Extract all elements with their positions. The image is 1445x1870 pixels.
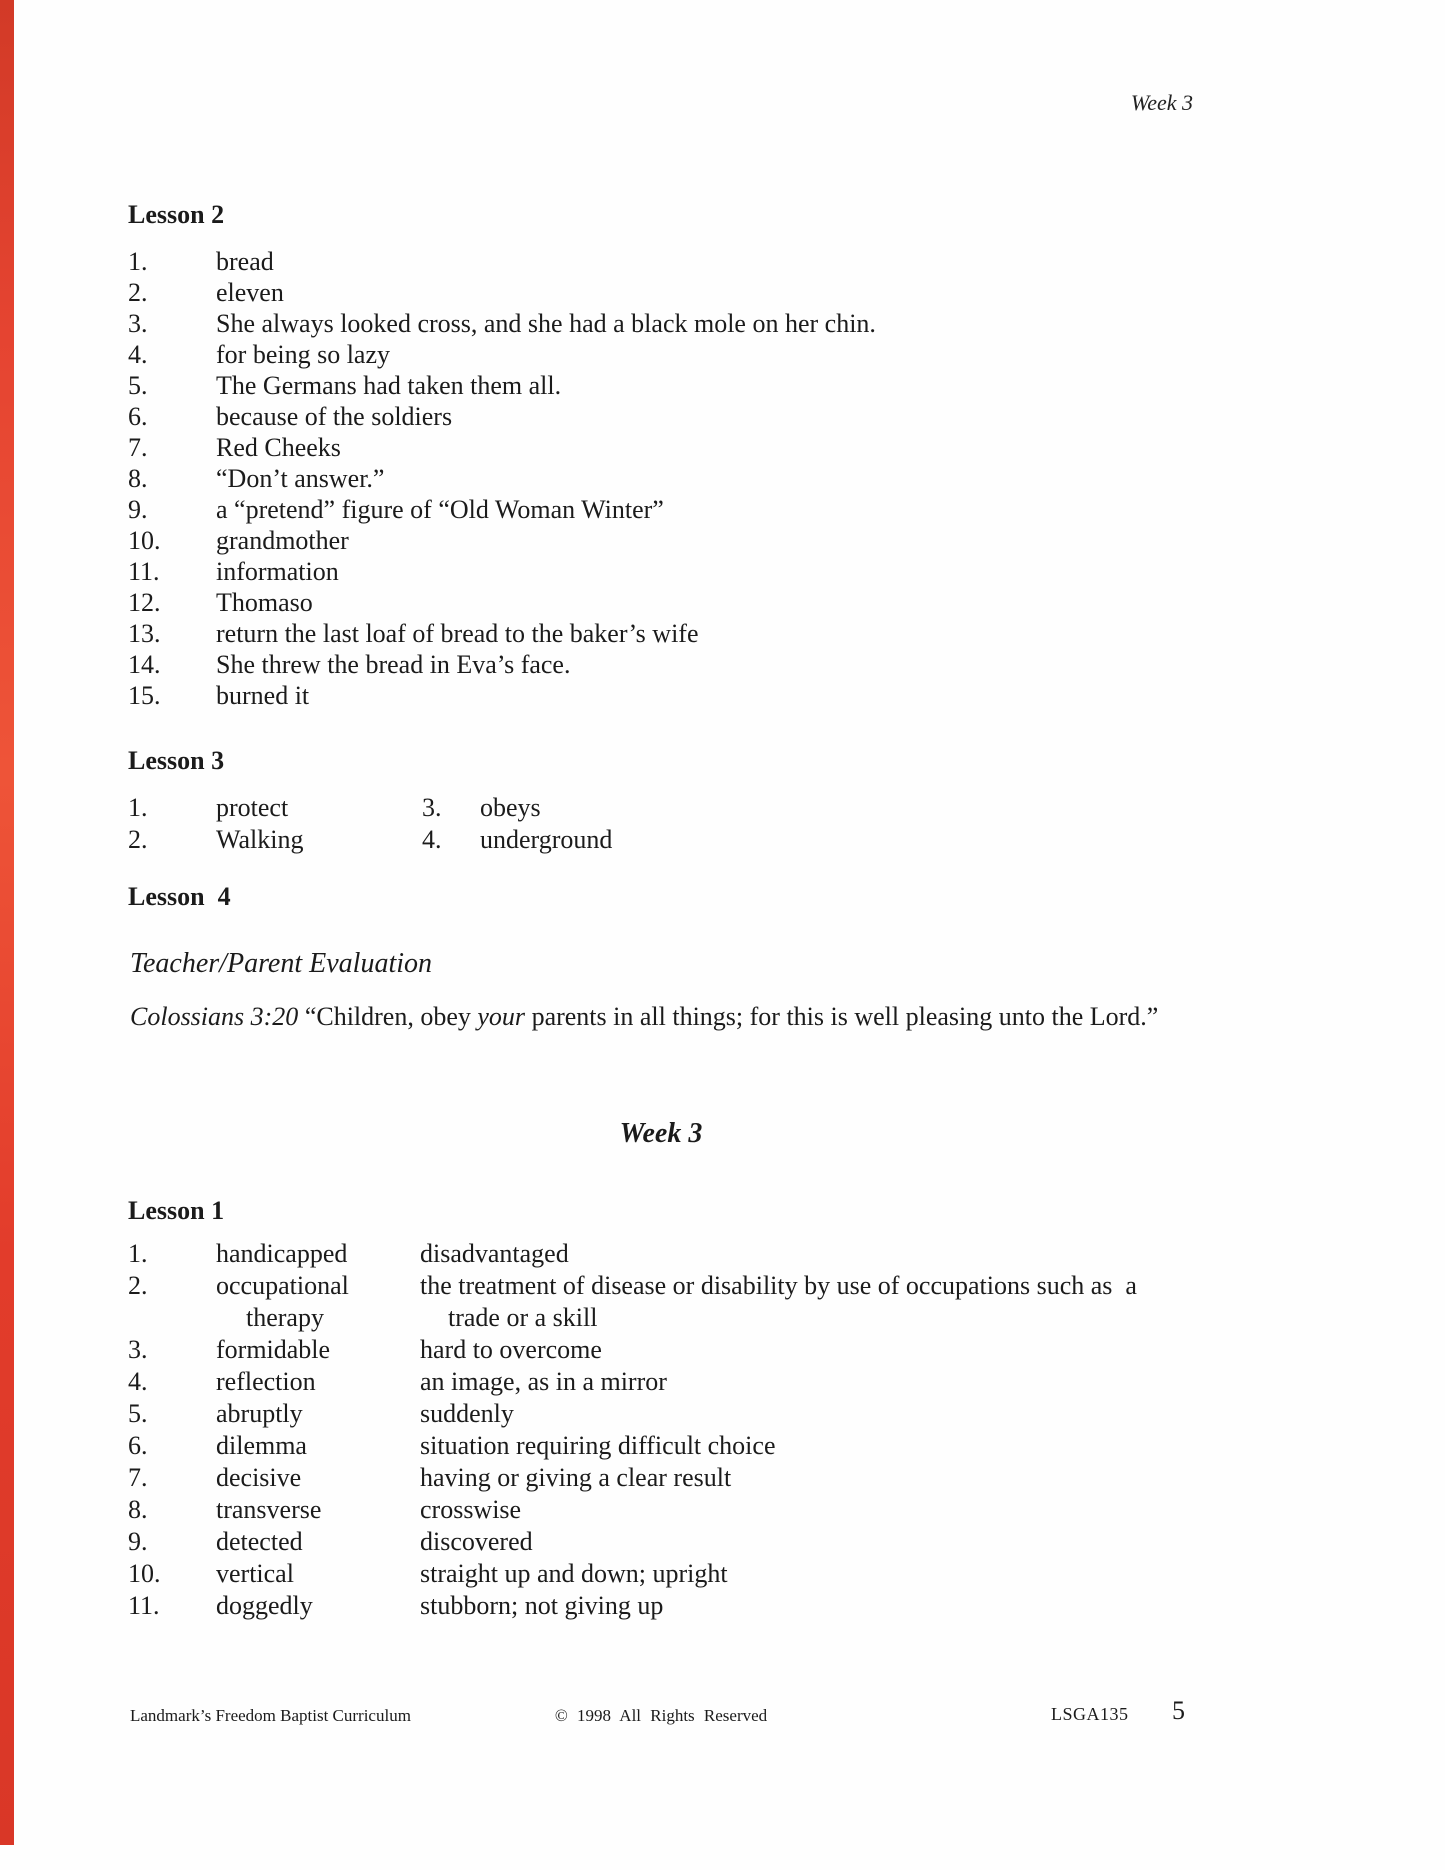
answer-number: 11. [128, 1591, 160, 1620]
answer-text: burned it [216, 681, 310, 710]
answer-text: a “pretend” figure of “Old Woman Winter” [216, 495, 664, 524]
vocab-definition [420, 1238, 1200, 1270]
answer-text: underground [480, 825, 613, 854]
lesson3-heading: Lesson 3 [128, 746, 225, 775]
answer-number: 6. [128, 402, 148, 431]
vocab-term-line: decisive [216, 1463, 302, 1492]
answer-number: 3. [422, 793, 442, 822]
answer-number: 4. [128, 340, 148, 369]
answer-text: “Don’t answer.” [216, 464, 385, 493]
vocab-definition [420, 1494, 1200, 1526]
answer-number: 1. [128, 247, 148, 276]
answer-number: 13. [128, 619, 161, 648]
answer-row [128, 463, 1200, 494]
answer-row [128, 370, 1200, 401]
vocab-definition [420, 1590, 1200, 1622]
vocab-definition [420, 1334, 1200, 1366]
answer-text: because of the soldiers [216, 402, 453, 431]
vocab-term-line: therapy [246, 1303, 324, 1332]
header-week-label: Week 3 [1130, 90, 1193, 115]
answer-number: 4. [128, 1367, 148, 1396]
answer-row [128, 618, 1200, 649]
verse-text-close: parents in all things; for this is well pleasing unto the Lord.” [525, 1002, 1159, 1031]
vocab-row [128, 1526, 1200, 1558]
answer-number: 9. [128, 1527, 148, 1556]
footer-catalog-code: LSGA135 [1051, 1704, 1129, 1724]
vocab-definition [420, 1558, 1200, 1590]
answer-number: 2. [128, 1271, 148, 1300]
answer-text: She always looked cross, and she had a black mole on her chin. [216, 309, 876, 338]
answer-text: return the last loaf of bread to the baker’s wife [216, 619, 699, 648]
answer-row [128, 525, 1200, 556]
vocab-row [128, 1398, 1200, 1430]
answer-number: 3. [128, 1335, 148, 1364]
vocab-term-line: occupational [216, 1271, 349, 1300]
vocab-term-line: transverse [216, 1495, 322, 1524]
vocab-term [216, 1462, 420, 1494]
vocab-term [216, 1558, 420, 1590]
vocab-row [128, 1270, 1200, 1334]
answer-row [128, 556, 1200, 587]
answer-number: 5. [128, 1399, 148, 1428]
answer-text: She threw the bread in Eva’s face. [216, 650, 571, 679]
lesson1-heading: Lesson 1 [128, 1196, 225, 1225]
answer-text: Thomaso [216, 588, 313, 617]
answer-number: 8. [128, 1495, 148, 1524]
answer-number: 10. [128, 526, 161, 555]
vocab-definition [420, 1398, 1200, 1430]
vocab-row [128, 1366, 1200, 1398]
answer-number: 11. [128, 557, 160, 586]
answer-text: grandmother [216, 526, 349, 555]
footer-page-number: 5 [1172, 1696, 1185, 1725]
vocab-row [128, 1558, 1200, 1590]
vocab-row [128, 1430, 1200, 1462]
verse-italic-word: your [477, 1002, 526, 1031]
vocab-term-line: abruptly [216, 1399, 303, 1428]
vocab-definition-line: straight up and down; upright [420, 1559, 728, 1588]
vocab-definition-line: discovered [420, 1527, 533, 1556]
answer-text: obeys [480, 793, 541, 822]
answer-text: Walking [216, 825, 304, 854]
verse-text-open: “Children, obey [298, 1002, 478, 1031]
vocab-definition-line: stubborn; not giving up [420, 1591, 664, 1620]
week3-section-heading: Week 3 [619, 1118, 703, 1149]
answer-row [128, 680, 1200, 711]
vocab-term [216, 1590, 420, 1622]
vocab-definition-line: an image, as in a mirror [420, 1367, 667, 1396]
vocab-row [128, 1590, 1200, 1622]
answer-row [128, 339, 1200, 370]
answer-number: 14. [128, 650, 161, 679]
vocab-term-line: formidable [216, 1335, 331, 1364]
answer-text: eleven [216, 278, 284, 307]
lesson1-vocabulary-list [128, 1238, 1200, 1622]
vocab-term [216, 1430, 420, 1462]
answer-text: for being so lazy [216, 340, 391, 369]
left-edge-red-stripe [0, 0, 14, 1845]
answer-number: 5. [128, 371, 148, 400]
answer-row [128, 277, 1200, 308]
answer-number: 15. [128, 681, 161, 710]
answer-number: 12. [128, 588, 161, 617]
answer-row [128, 308, 1200, 339]
lesson2-heading: Lesson 2 [128, 200, 225, 229]
answer-number: 6. [128, 1431, 148, 1460]
vocab-definition [420, 1430, 1200, 1462]
answer-number: 1. [128, 1239, 148, 1268]
vocab-term [216, 1398, 420, 1430]
vocab-definition-line: crosswise [420, 1495, 522, 1524]
vocab-definition-line: disadvantaged [420, 1239, 569, 1268]
vocab-definition [420, 1270, 1200, 1334]
vocab-definition-line: having or giving a clear result [420, 1463, 732, 1492]
vocab-definition [420, 1462, 1200, 1494]
vocab-term-line: reflection [216, 1367, 316, 1396]
vocab-term-line: dilemma [216, 1431, 307, 1460]
vocab-definition-line: the treatment of disease or disability by use of occupations such as a [420, 1271, 1137, 1300]
vocab-term [216, 1494, 420, 1526]
lesson2-answer-list [128, 246, 1200, 711]
answer-text: The Germans had taken them all. [216, 371, 562, 400]
footer-publisher: Landmark’s Freedom Baptist Curriculum [130, 1706, 411, 1725]
lesson4-heading: Lesson 4 [128, 882, 231, 911]
vocab-row [128, 1494, 1200, 1526]
answer-text: protect [216, 793, 289, 822]
vocab-term [216, 1270, 420, 1334]
answer-number: 1. [128, 793, 148, 822]
footer-copyright: © 1998 All Rights Reserved [554, 1706, 768, 1725]
vocab-term-line: vertical [216, 1559, 294, 1588]
answer-number: 2. [128, 278, 148, 307]
answer-row [128, 401, 1200, 432]
vocab-term [216, 1526, 420, 1558]
answer-number: 4. [422, 825, 442, 854]
vocab-term-line: handicapped [216, 1239, 348, 1268]
vocab-definition [420, 1526, 1200, 1558]
answer-number: 7. [128, 433, 148, 462]
vocab-row [128, 1238, 1200, 1270]
vocab-term [216, 1334, 420, 1366]
vocab-term [216, 1238, 420, 1270]
vocab-term-line: detected [216, 1527, 303, 1556]
answer-number: 3. [128, 309, 148, 338]
lesson3-answer-list [128, 792, 1200, 856]
vocab-row [128, 1462, 1200, 1494]
verse-reference: Colossians 3:20 [130, 1002, 299, 1031]
answer-row [128, 587, 1200, 618]
scripture-verse-paragraph [130, 1000, 1196, 1033]
vocab-definition-line: hard to overcome [420, 1335, 602, 1364]
answer-number: 7. [128, 1463, 148, 1492]
teacher-parent-evaluation-heading: Teacher/Parent Evaluation [130, 948, 432, 979]
vocab-definition-line: trade or a skill [448, 1303, 598, 1332]
answer-number: 10. [128, 1559, 161, 1588]
vocab-definition-line: situation requiring difficult choice [420, 1431, 776, 1460]
answer-number: 8. [128, 464, 148, 493]
vocab-term [216, 1366, 420, 1398]
answer-text: information [216, 557, 339, 586]
vocab-row [128, 1334, 1200, 1366]
answer-number: 2. [128, 825, 148, 854]
answer-row [128, 494, 1200, 525]
answer-number: 9. [128, 495, 148, 524]
answer-row [128, 432, 1200, 463]
answer-row [128, 649, 1200, 680]
vocab-term-line: doggedly [216, 1591, 313, 1620]
vocab-definition-line: suddenly [420, 1399, 514, 1428]
answer-text: Red Cheeks [216, 433, 341, 462]
vocab-definition [420, 1366, 1200, 1398]
answer-text: bread [216, 247, 274, 276]
answer-row [128, 246, 1200, 277]
